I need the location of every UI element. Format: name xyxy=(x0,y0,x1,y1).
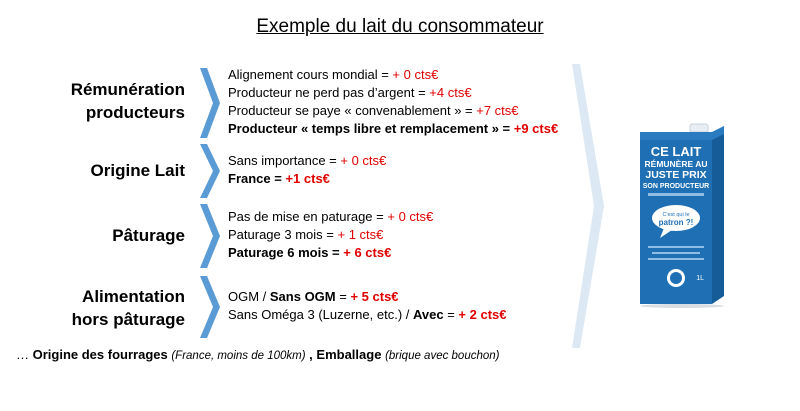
category-label-line1: Rémunération xyxy=(70,80,185,99)
line-item: Producteur ne perd pas d’argent = +4 cts€ xyxy=(228,85,472,100)
carton-text: JUSTE PRIX xyxy=(645,169,707,181)
category-label-line1: Origine Lait xyxy=(90,161,185,180)
line-item: Sans importance = + 0 cts€ xyxy=(228,153,387,168)
line-item: Producteur « temps libre et remplacement » = +9 cts€ xyxy=(228,121,559,136)
category-label-line2: producteurs xyxy=(85,103,185,122)
category-origine-lait xyxy=(91,159,185,182)
category-alimentation xyxy=(72,285,185,331)
footer-item-emballage: Emballage xyxy=(316,347,382,362)
paturage-lines xyxy=(228,208,433,262)
footer-item-fourrages: Origine des fourrages xyxy=(32,347,168,362)
carton-bubble-text: patron ?! xyxy=(658,218,694,227)
carton-text: RÉMUNÈRE AU xyxy=(644,159,708,169)
category-remuneration xyxy=(71,78,185,124)
line-item: Alignement cours mondial = + 0 cts€ xyxy=(228,67,439,82)
carton-volume: 1L xyxy=(696,275,704,282)
category-paturage xyxy=(112,224,185,247)
remuneration-lines xyxy=(228,66,558,138)
chevron-arrow-icon xyxy=(200,144,220,198)
carton-text: SON PRODUCTEUR xyxy=(642,183,710,190)
chevron-arrow-icon xyxy=(200,276,220,338)
carton-text: CE LAIT xyxy=(650,144,702,159)
category-label-line1: Alimentation xyxy=(82,287,185,306)
milk-carton-image xyxy=(634,118,730,308)
line-item: OGM / Sans OGM = + 5 cts€ xyxy=(228,289,399,304)
footer-note-fourrages: (France, moins de 100km) xyxy=(171,350,306,362)
origine-lines xyxy=(228,152,386,188)
chevron-arrow-icon xyxy=(200,68,220,138)
category-label-line1: Pâturage xyxy=(112,226,185,245)
line-item: France = +1 cts€ xyxy=(228,171,330,186)
footer-note-emballage: (brique avec bouchon) xyxy=(385,350,500,362)
line-item: Paturage 3 mois = + 1 cts€ xyxy=(228,227,384,242)
carton-bubble-text: C'est qui le xyxy=(662,212,690,218)
line-item: Pas de mise en paturage = + 0 cts€ xyxy=(228,209,434,224)
alimentation-lines xyxy=(228,288,507,324)
big-arrow-icon xyxy=(572,64,606,348)
category-label-line2: hors pâturage xyxy=(71,310,185,329)
line-item: Sans Oméga 3 (Luzerne, etc.) / Avec = + 2 cts€ xyxy=(228,307,507,322)
page-title: Exemple du lait du consommateur xyxy=(256,16,544,37)
chevron-arrow-icon xyxy=(200,204,220,268)
line-item: Paturage 6 mois = + 6 cts€ xyxy=(228,245,392,260)
footer-note: … Origine des fourrages (France, moins de 100km) , Emballage (brique avec bouchon) xyxy=(16,347,500,362)
line-item: Producteur se paye « convenablement » = +7 cts€ xyxy=(228,103,519,118)
